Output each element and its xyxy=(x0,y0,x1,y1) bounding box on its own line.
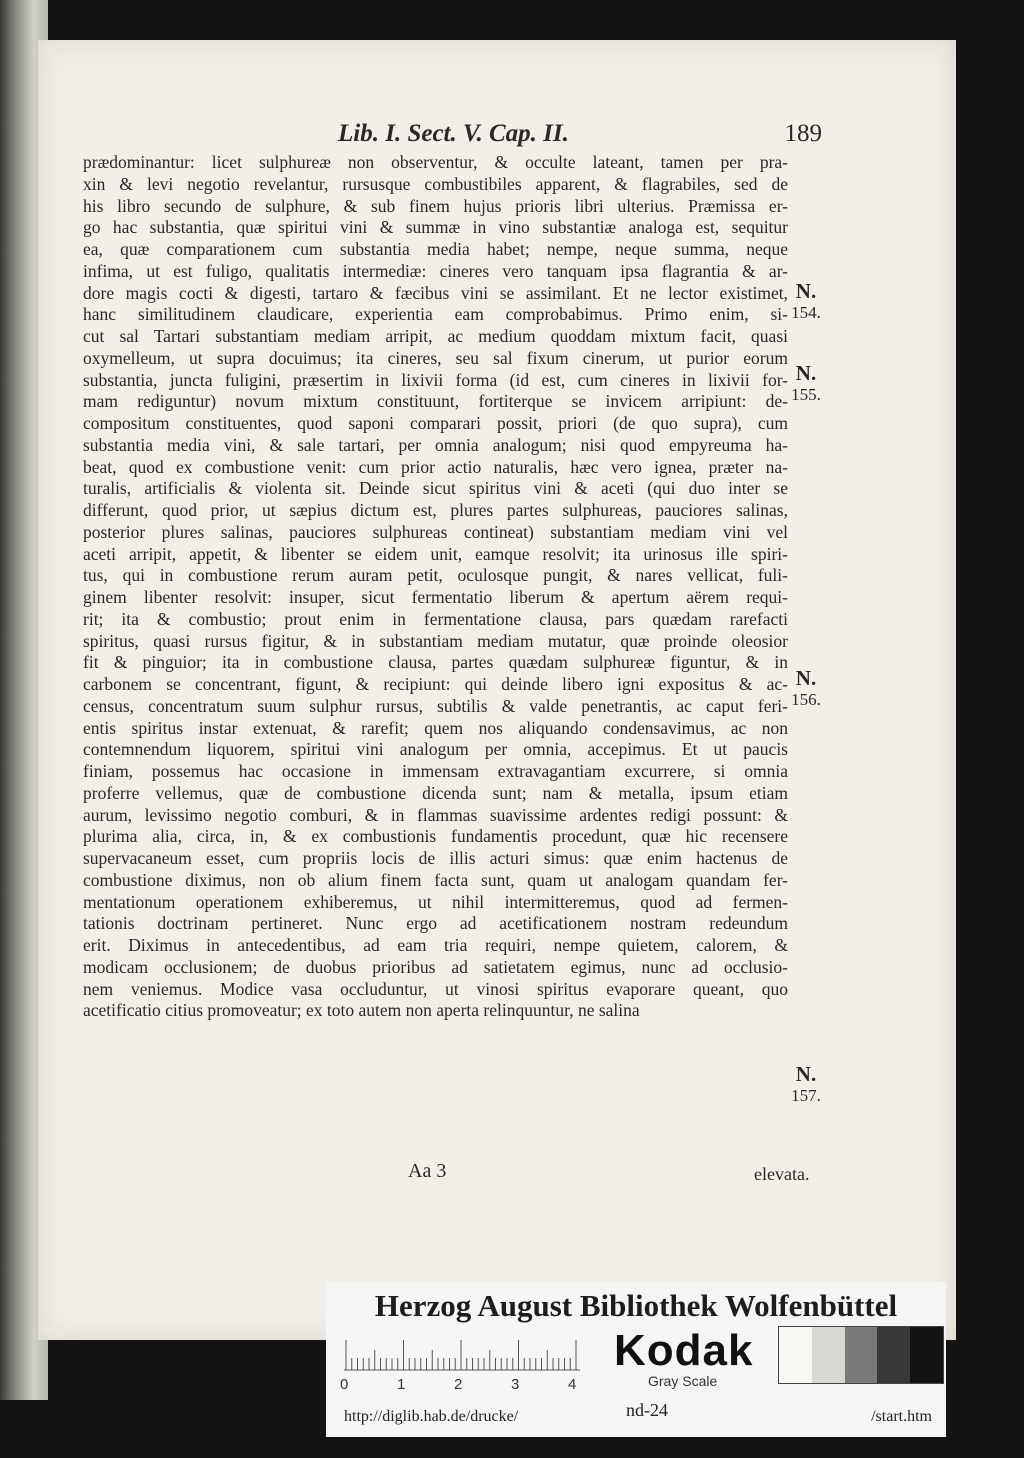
text-line: compositum constituentes, quod saponi comparari possit, priori (de quo supra), cum xyxy=(83,413,788,433)
margin-note-label: N. xyxy=(795,1062,817,1086)
margin-note-157 xyxy=(782,1063,830,1107)
library-url: http://diglib.hab.de/drucke/ xyxy=(344,1408,519,1425)
text-line: dore magis cocti & digesti, tartaro & fæcibus vini se assimilant. Et ne lector existimet, xyxy=(83,282,788,303)
gray-patch xyxy=(779,1327,812,1383)
text-line: modicam occlusionem; de duobus prioribus ad satietatem egimus, nunc ad occlusio- xyxy=(83,956,788,977)
scale-number: 4 xyxy=(568,1376,577,1393)
text-line: proferre vellemus, quæ de combustione dicenda sunt; nam & metalla, ipsum etiam xyxy=(83,782,788,803)
signature-mark: Aa 3 xyxy=(408,1160,447,1182)
running-title: Lib. I. Sect. V. Cap. II. xyxy=(338,120,569,147)
text-line: cut sal Tartari substantiam mediam arripit, ac medium quoddam mixtum facit, quasi xyxy=(83,326,788,346)
book-page xyxy=(38,40,956,1340)
catchword: elevata. xyxy=(754,1164,810,1184)
gray-scale-label: Gray Scale xyxy=(648,1373,718,1389)
text-line: erit. Diximus in antecedentibus, ad eam tria requiri, nempe quietem, calorem, & xyxy=(83,935,788,955)
scale-number: 3 xyxy=(511,1376,520,1393)
text-line: rit; ita & combustio; prout enim in fermentatione clausa, pars quædam rarefacti xyxy=(83,608,788,629)
body-text xyxy=(83,152,788,1022)
scale-number: 2 xyxy=(454,1376,463,1393)
scale-number: 1 xyxy=(397,1376,406,1393)
scale-numbers xyxy=(340,1376,600,1396)
margin-note-label: N. xyxy=(795,361,817,385)
margin-note-label: N. xyxy=(795,279,817,303)
text-line: infima, ut est fuligo, qualitatis intermediæ: cineres vero tanquam ipsa flagrantia & ar- xyxy=(83,260,788,281)
text-line: turalis, artificialis & violenta sit. Deinde sicut spiritus vini & aceti (qui duo inter se xyxy=(83,478,788,499)
text-line: ginem libenter resolvit: insuper, sicut fermentatio liberum & apertum aërem requi- xyxy=(83,587,788,607)
gray-scale-patches xyxy=(778,1326,944,1384)
text-line: nem veniemus. Modice vasa occluduntur, ut vinosi spiritus evaporare queant, quo xyxy=(83,978,788,999)
text-line: beat, quod ex combustione venit: cum prior actio naturalis, hæc vero ignea, præter na- xyxy=(83,456,788,477)
text-line: oxymelleum, ut supra docuimus; ita cineres, seu sal fixum cinerum, ut purior eorum xyxy=(83,347,788,368)
kodak-logo: Kodak xyxy=(614,1326,754,1375)
page-header xyxy=(38,116,956,156)
gray-patch xyxy=(877,1327,910,1383)
text-line: combustione diximus, non ob alium finem facta sunt, quam ut analogam quandam fer- xyxy=(83,869,788,890)
margin-note-number: 157. xyxy=(791,1086,821,1105)
gray-patch xyxy=(812,1327,845,1383)
text-line: ea, quæ comparationem cum substantia media habet; nempe, neque summa, neque xyxy=(83,239,788,259)
shelf-code: nd-24 xyxy=(626,1400,668,1420)
text-line: census, concentratum suum sulphur rursus, subtilis & valde penetrantis, ac caput feri- xyxy=(83,695,788,716)
text-line: contemnendum liquorem, spiritui vini analogum per omnia, accepimus. Et ut paucis xyxy=(83,739,788,760)
text-line: plurima alia, circa, in, & ex combustionis fundamentis procedunt, quæ hic recensere xyxy=(83,826,788,847)
text-line: hanc similitudinem claudicare, experientia eam comprobabimus. Primo enim, si- xyxy=(83,304,788,325)
text-line: supervacaneum esset, cum propriis locis de illis acturi simus: quæ enim hactenus de xyxy=(83,848,788,868)
text-line: tus, qui in combustione rerum auram petit, oculosque pungit, & nares vellicat, fuli- xyxy=(83,565,788,586)
gray-patch xyxy=(910,1327,943,1383)
text-line: acetificatio citius promoveatur; ex toto autem non aperta relinquuntur, ne salina xyxy=(83,1000,640,1021)
margin-note-label: N. xyxy=(795,666,817,690)
text-line: posterior plures salinas, pauciores sulphureas contineat) substantiam mediam vini vel xyxy=(83,521,788,542)
text-line: substantia media vini, & sale tartari, per omnia analogum; nisi quod empyreuma ha- xyxy=(83,434,788,455)
margin-note-154 xyxy=(782,280,830,324)
text-line: fit & pinguior; ita in combustione clausa, partes quædam sulphureæ figuntur, & in xyxy=(83,652,788,673)
margin-note-number: 155. xyxy=(791,385,821,404)
text-line: his libro secundo de sulphure, & sub finem hujus prioris libri ulterius. Præmissa er- xyxy=(83,195,788,216)
library-target-card xyxy=(326,1282,946,1437)
library-name: Herzog August Bibliothek Wolfenbüttel xyxy=(374,1288,898,1323)
text-line: mam rediguntur) novum mixtum constituunt, fortiterque se invicem arripiunt: de- xyxy=(83,391,788,412)
text-line: xin & levi negotio revelantur, rursusque combustibiles apparent, & flagrabiles, sed de xyxy=(83,173,788,194)
text-line: carbonem se concentrant, figunt, & recipiunt: qui deinde libero igni expositus & ac- xyxy=(83,674,788,694)
scale-ruler-icon xyxy=(344,1336,580,1372)
start-link: /start.htm xyxy=(871,1408,932,1425)
text-line: finiam, possemus hac occasione in immensam extravagantiam excurrere, si omnia xyxy=(83,761,788,781)
text-line: aceti arripit, appetit, & libenter se eidem unit, eamque resolvit; ita urinosus ille spiri- xyxy=(83,543,788,564)
text-line: prædominantur: licet sulphureæ non observentur, & occulte lateant, tamen per pra- xyxy=(83,152,788,172)
text-line: aurum, levissimo negotio comburi, & in flammas suavissime ardentes redigi possunt: & xyxy=(83,804,788,825)
margin-note-number: 154. xyxy=(791,303,821,322)
margin-note-156 xyxy=(782,667,830,711)
text-line: substantia, juncta fuligini, præsertim in lixivii forma (id est, cum cineres in lixivii for- xyxy=(83,369,788,390)
text-line: tationis doctrinam pertineret. Nunc ergo ad acetificationem nostram redeundum xyxy=(83,913,788,934)
text-line: go hac substantia, quæ spiritui vini & summæ in vino substantiæ analoga est, sequitur xyxy=(83,217,788,238)
margin-note-number: 156. xyxy=(791,690,821,709)
text-line: mentationum operationem exhiberemus, ut nihil intermitteremus, quod ad fermen- xyxy=(83,891,788,912)
margin-note-155 xyxy=(782,362,830,406)
gray-patch xyxy=(845,1327,878,1383)
scale-number: 0 xyxy=(340,1376,349,1393)
text-line: entis spiritus instar extenuat, & rarefit; quem nos aliquando condensavimus, ac non xyxy=(83,717,788,738)
page-number: 189 xyxy=(784,120,822,147)
text-line: spiritus, quasi rursus figitur, & in substantiam mediam mutatur, quæ proinde oleosior xyxy=(83,630,788,651)
text-line: differunt, quod prior, ut sæpius dictum est, plures partes sulphureas, pauciores salinas, xyxy=(83,500,788,520)
